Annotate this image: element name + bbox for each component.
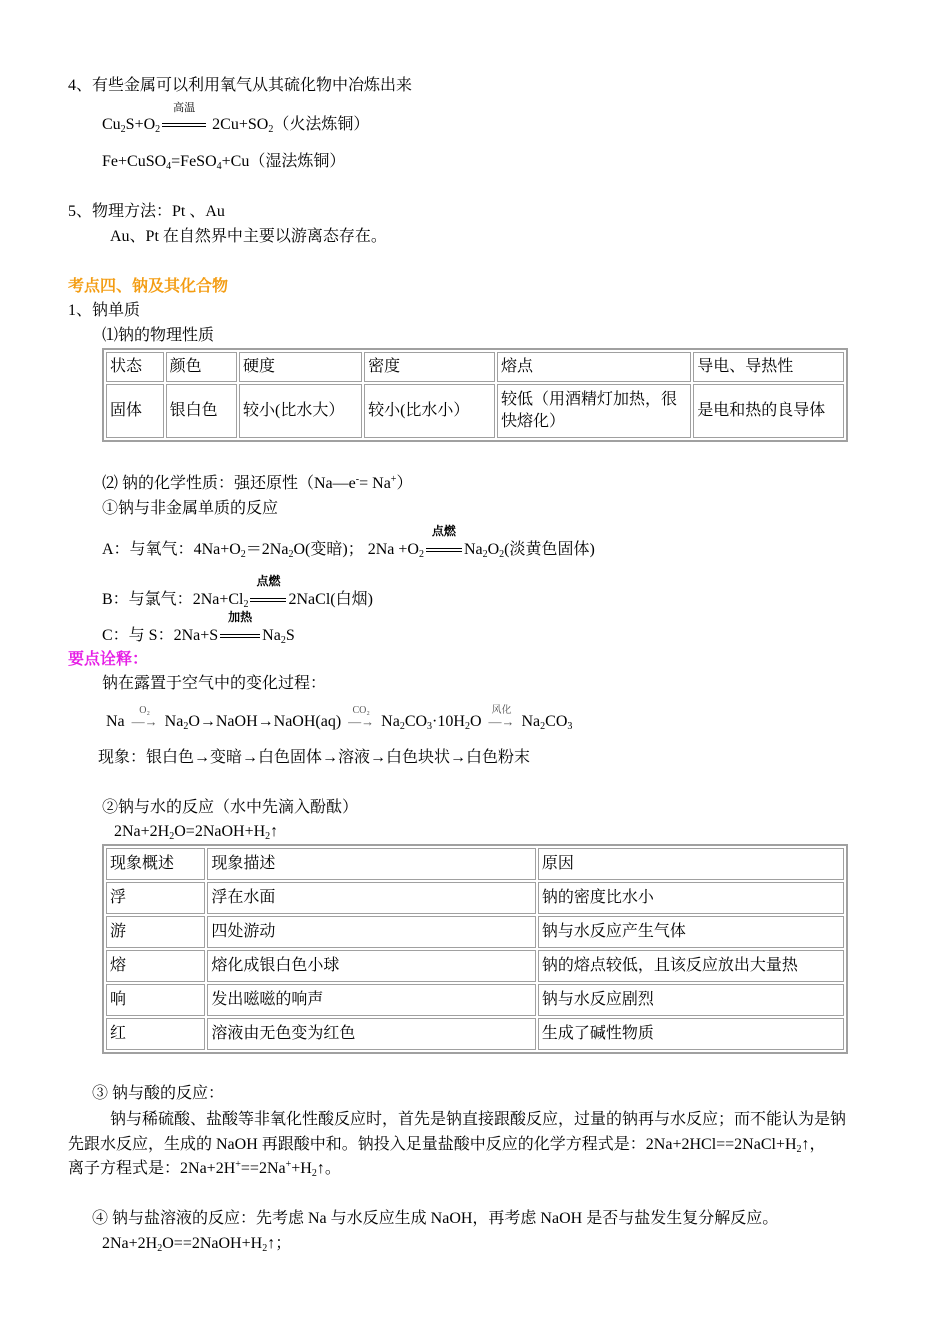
table-header-row — [106, 352, 844, 382]
kaodian-4-heading: 考点四、钠及其化合物 — [68, 278, 229, 295]
sodium-element-title: 1、钠单质 — [68, 302, 141, 319]
table-cell: 熔 — [106, 950, 205, 982]
table-header-cell: 熔点 — [497, 352, 691, 382]
table-row — [106, 984, 844, 1016]
arrow-o2: O₂ —→ — [131, 705, 158, 729]
table-cell: 浮 — [106, 882, 205, 914]
condition-high-temp: 高温 — [160, 115, 208, 135]
table-cell: 生成了碱性物质 — [538, 1018, 844, 1050]
equation-fire-copper: $Cu_2S+O_2$ 高温 $2Cu+SO_2$（火法炼铜） — [102, 102, 370, 135]
acid-reaction-title: ③ 钠与酸的反应： — [92, 1085, 225, 1102]
table-header-cell: 密度 — [364, 352, 495, 382]
chemical-properties-label: ⑵ 钠的化学性质：强还原性（Na—e-= Na+） — [102, 474, 413, 492]
section-4-title: 4、有些金属可以利用氧气从其硫化物中冶炼出来 — [68, 77, 413, 94]
acid-paragraph-line-2: 先跟水反应，生成的 NaOH 再跟酸中和。钠投入足量盐酸中反应的化学方程式是：$2Na+2HCl==2NaCl+H_2↑$， — [68, 1136, 826, 1155]
nonmetal-reaction-title: ①钠与非金属单质的反应 — [102, 500, 279, 517]
table-header-cell: 状态 — [106, 352, 164, 382]
table-header-cell: 原因 — [538, 848, 844, 880]
table-row — [106, 882, 844, 914]
table-header-cell: 导电、导热性 — [693, 352, 844, 382]
reaction-chlorine: B：与氯气：$2Na+Cl_2$ 点燃 2NaCl(白烟) — [102, 574, 373, 610]
table-cell: 较低（用酒精灯加热，很快熔化） — [497, 384, 691, 438]
phenomenon-line: 现象：银白色→变暗→白色固体→溶液→白色块状→白色粉末 — [98, 749, 531, 766]
equation-note: （火法炼铜） — [273, 116, 370, 133]
section-5-title: 5、物理方法：Pt 、Au — [68, 203, 225, 220]
table-cell: 钠的密度比水小 — [538, 882, 844, 914]
condition-heat: 加热 — [218, 626, 262, 646]
table-cell: 响 — [106, 984, 205, 1016]
table-cell: 红 — [106, 1018, 205, 1050]
table-row — [106, 916, 844, 948]
acid-paragraph-line-1: 钠与稀硫酸、盐酸等非氧化性酸反应时，首先是钠直接跟酸反应，过量的钠再与水反应；而不能认为是钠 — [110, 1111, 847, 1128]
arrow-co2: CO₂ —→ — [348, 705, 375, 729]
air-exposure-chain: Na O₂ —→ $Na_2O\to NaOH\to NaOH(aq)$ CO₂ —→ $Na_2CO_3\cdot 10H_2O$ 风化 —→ $Na_2CO_3$ — [106, 705, 573, 732]
table-row — [106, 384, 844, 438]
key-points-heading: 要点诠释： — [68, 651, 149, 668]
table-cell: 是电和热的良导体 — [693, 384, 844, 438]
table-cell: 银白色 — [166, 384, 237, 438]
table-cell: 游 — [106, 916, 205, 948]
physical-properties-label: ⑴钠的物理性质 — [102, 327, 215, 344]
air-exposure-intro: 钠在露置于空气中的变化过程： — [102, 675, 327, 692]
table-header-cell: 现象概述 — [106, 848, 205, 880]
table-cell: 发出嗞嗞的响声 — [207, 984, 535, 1016]
table-cell: 固体 — [106, 384, 164, 438]
water-reaction-table — [102, 844, 848, 1054]
condition-ignite: 点燃 — [248, 590, 288, 610]
salt-reaction-equation: $2Na+2H_2O==2NaOH+H_2↑$； — [102, 1235, 292, 1254]
water-reaction-equation: $2Na+2H_2O=2NaOH+H_2↑$ — [114, 823, 279, 842]
equation-wet-copper: Fe+CuSO$_4$=FeSO$_4$+Cu（湿法炼铜） — [102, 153, 346, 172]
reaction-sulfur: C：与 S：2Na+S 加热 $Na_2S$ — [102, 610, 295, 646]
table-header-row — [106, 848, 844, 880]
table-row — [106, 950, 844, 982]
salt-reaction-title: ④ 钠与盐溶液的反应：先考虑 Na 与水反应生成 NaOH，再考虑 NaOH 是否与盐发生复分解反应。 — [92, 1210, 779, 1227]
table-header-cell: 颜色 — [166, 352, 237, 382]
arrow-weathering: 风化 —→ — [488, 705, 515, 729]
table-cell: 四处游动 — [207, 916, 535, 948]
section-5-line: Au、Pt 在自然界中主要以游离态存在。 — [110, 228, 387, 245]
table-cell: 较小(比水小） — [364, 384, 495, 438]
table-header-cell: 现象描述 — [207, 848, 535, 880]
water-reaction-title: ②钠与水的反应（水中先滴入酚酞） — [102, 799, 359, 816]
table-cell: 钠与水反应剧烈 — [538, 984, 844, 1016]
table-row — [106, 1018, 844, 1050]
table-cell: 较小(比水大） — [239, 384, 362, 438]
table-header-cell: 硬度 — [239, 352, 362, 382]
table-cell: 钠与水反应产生气体 — [538, 916, 844, 948]
reaction-oxygen: A：与氧气：$4Na+O_2=2Na_2O$(变暗)； $2Na +O_2$ 点燃 $Na_2O_2$(淡黄色固体) — [102, 524, 595, 560]
physical-properties-table — [102, 348, 848, 442]
table-cell: 溶液由无色变为红色 — [207, 1018, 535, 1050]
table-cell: 浮在水面 — [207, 882, 535, 914]
condition-ignite: 点燃 — [424, 540, 464, 560]
table-cell: 钠的熔点较低，且该反应放出大量热 — [538, 950, 844, 982]
equation-note: （湿法炼铜） — [249, 153, 346, 170]
table-cell: 熔化成银白色小球 — [207, 950, 535, 982]
acid-paragraph-line-3: 离子方程式是：$2Na+2H^+==2Na^++H_2↑$。 — [68, 1159, 341, 1179]
